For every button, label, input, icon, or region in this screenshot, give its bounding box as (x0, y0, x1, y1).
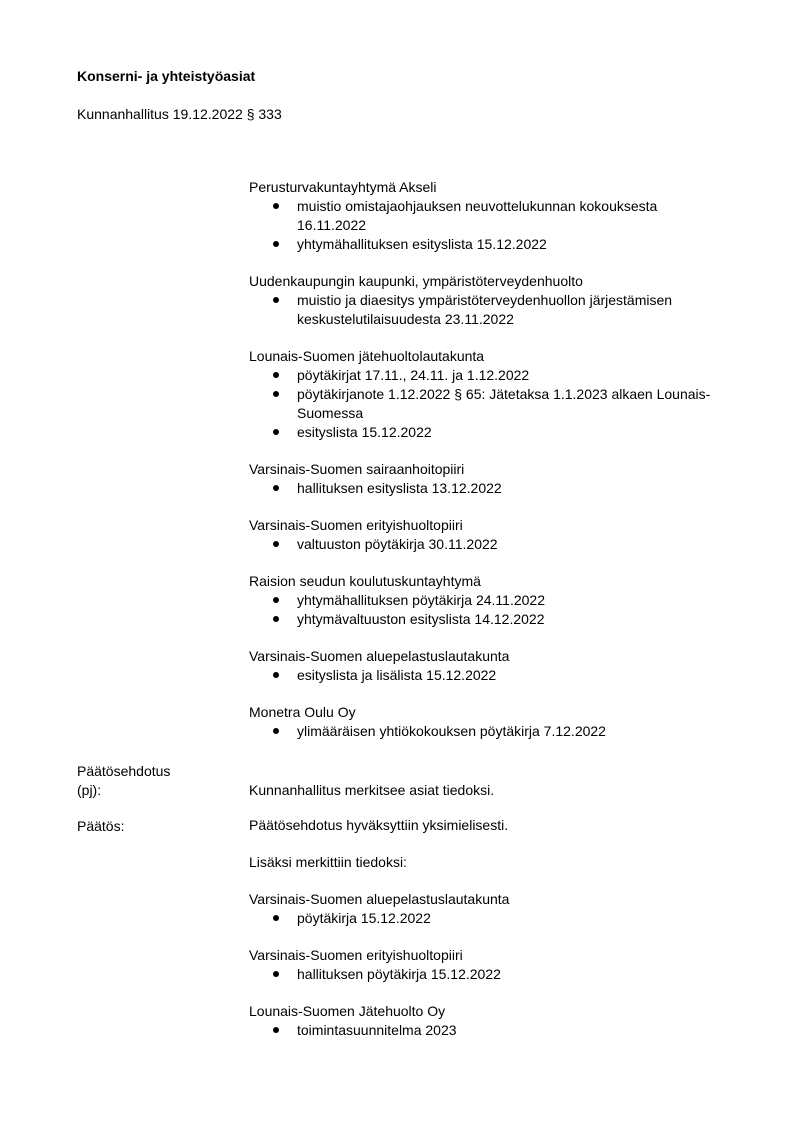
list-item (249, 965, 719, 984)
org-section (249, 347, 719, 442)
list-item (249, 479, 719, 498)
list-item (249, 1021, 719, 1040)
list-item (249, 722, 719, 741)
org-name: Varsinais-Suomen erityishuoltopiiri (249, 517, 463, 533)
list-item (249, 666, 719, 685)
item-text: pöytäkirjanote 1.12.2022 § 65: Jätetaksa 1.1.2023 alkaen Lounais-Suomessa (297, 386, 711, 421)
info-list (249, 178, 719, 759)
bullet-icon (273, 203, 279, 209)
list-item (249, 366, 719, 385)
org-name: Lounais-Suomen jätehuoltolautakunta (249, 348, 485, 364)
org-section (249, 572, 719, 629)
list-item (249, 197, 719, 235)
bullet-icon (273, 485, 279, 491)
item-text: yhtymähallituksen esityslista 15.12.2022 (297, 236, 547, 252)
org-name: Varsinais-Suomen aluepelastuslautakunta (249, 648, 510, 664)
bullet-icon (273, 915, 279, 921)
proposal-text: Kunnanhallitus merkitsee asiat tiedoksi. (249, 782, 495, 798)
org-name: Varsinais-Suomen aluepelastuslautakunta (249, 891, 510, 907)
bullet-icon (273, 241, 279, 247)
item-list (249, 291, 719, 329)
list-item (249, 291, 719, 329)
list-item (249, 235, 719, 254)
org-name: Lounais-Suomen Jätehuolto Oy (249, 1003, 446, 1019)
bullet-icon (273, 429, 279, 435)
item-text: hallituksen pöytäkirja 15.12.2022 (297, 966, 501, 982)
item-list (249, 965, 719, 984)
item-text: hallituksen esityslista 13.12.2022 (297, 480, 502, 496)
list-item (249, 909, 719, 928)
org-name: Uudenkaupungin kaupunki, ympäristöterveydenhuolto (249, 273, 583, 289)
item-list (249, 479, 719, 498)
item-text: esityslista 15.12.2022 (297, 424, 432, 440)
item-text: esityslista ja lisälista 15.12.2022 (297, 667, 497, 683)
bullet-icon (273, 971, 279, 977)
bullet-icon (273, 597, 279, 603)
org-name: Perusturvakuntayhtymä Akseli (249, 179, 437, 195)
item-text: pöytäkirja 15.12.2022 (297, 910, 431, 926)
org-name: Raision seudun koulutuskuntayhtymä (249, 573, 481, 589)
list-item (249, 385, 719, 423)
proposal-label (77, 762, 170, 800)
list-item (249, 423, 719, 442)
item-list (249, 197, 719, 254)
document-title: Konserni- ja yhteistyöasiat (77, 68, 256, 84)
item-text: muistio ja diaesitys ympäristöterveydenhuollon järjestämisen keskustelutilaisuudesta 23.11.2022 (297, 292, 673, 327)
org-name: Varsinais-Suomen sairaanhoitopiiri (249, 461, 465, 477)
proposal-label-line2: (pj): (77, 782, 102, 798)
org-section (249, 1002, 719, 1040)
item-text: muistio omistajaohjauksen neuvottelukunnan kokouksesta 16.11.2022 (297, 198, 658, 233)
bullet-icon (273, 297, 279, 303)
list-item (249, 610, 719, 629)
item-list (249, 666, 719, 685)
item-list (249, 909, 719, 928)
item-list (249, 535, 719, 554)
proposal-label-line1: Päätösehdotus (77, 763, 171, 779)
item-text: toimintasuunnitelma 2023 (297, 1022, 457, 1038)
item-text: yhtymävaltuuston esityslista 14.12.2022 (297, 611, 545, 627)
org-section (249, 272, 719, 329)
item-text: pöytäkirjat 17.11., 24.11. ja 1.12.2022 (297, 367, 530, 383)
item-list (249, 1021, 719, 1040)
item-list (249, 591, 719, 629)
org-section (249, 946, 719, 984)
bullet-icon (273, 541, 279, 547)
org-name: Monetra Oulu Oy (249, 704, 356, 720)
bullet-icon (273, 616, 279, 622)
org-section (249, 178, 719, 254)
list-item (249, 535, 719, 554)
decision-label: Päätös: (77, 818, 125, 834)
bullet-icon (273, 1027, 279, 1033)
org-section (249, 460, 719, 498)
decision-block (249, 816, 719, 1058)
list-item (249, 591, 719, 610)
item-text: valtuuston pöytäkirja 30.11.2022 (297, 536, 498, 552)
org-section (249, 647, 719, 685)
item-text: yhtymähallituksen pöytäkirja 24.11.2022 (297, 592, 546, 608)
org-section (249, 516, 719, 554)
decision-text: Päätösehdotus hyväksyttiin yksimielisesti. (249, 817, 509, 833)
item-list (249, 366, 719, 442)
bullet-icon (273, 672, 279, 678)
org-section (249, 890, 719, 928)
bullet-icon (273, 372, 279, 378)
org-name: Varsinais-Suomen erityishuoltopiiri (249, 947, 463, 963)
bullet-icon (273, 728, 279, 734)
meeting-reference: Kunnanhallitus 19.12.2022 § 333 (77, 106, 282, 122)
bullet-icon (273, 391, 279, 397)
additional-note: Lisäksi merkittiin tiedoksi: (249, 854, 407, 870)
item-list (249, 722, 719, 741)
org-section (249, 703, 719, 741)
item-text: ylimääräisen yhtiökokouksen pöytäkirja 7.12.2022 (297, 723, 606, 739)
